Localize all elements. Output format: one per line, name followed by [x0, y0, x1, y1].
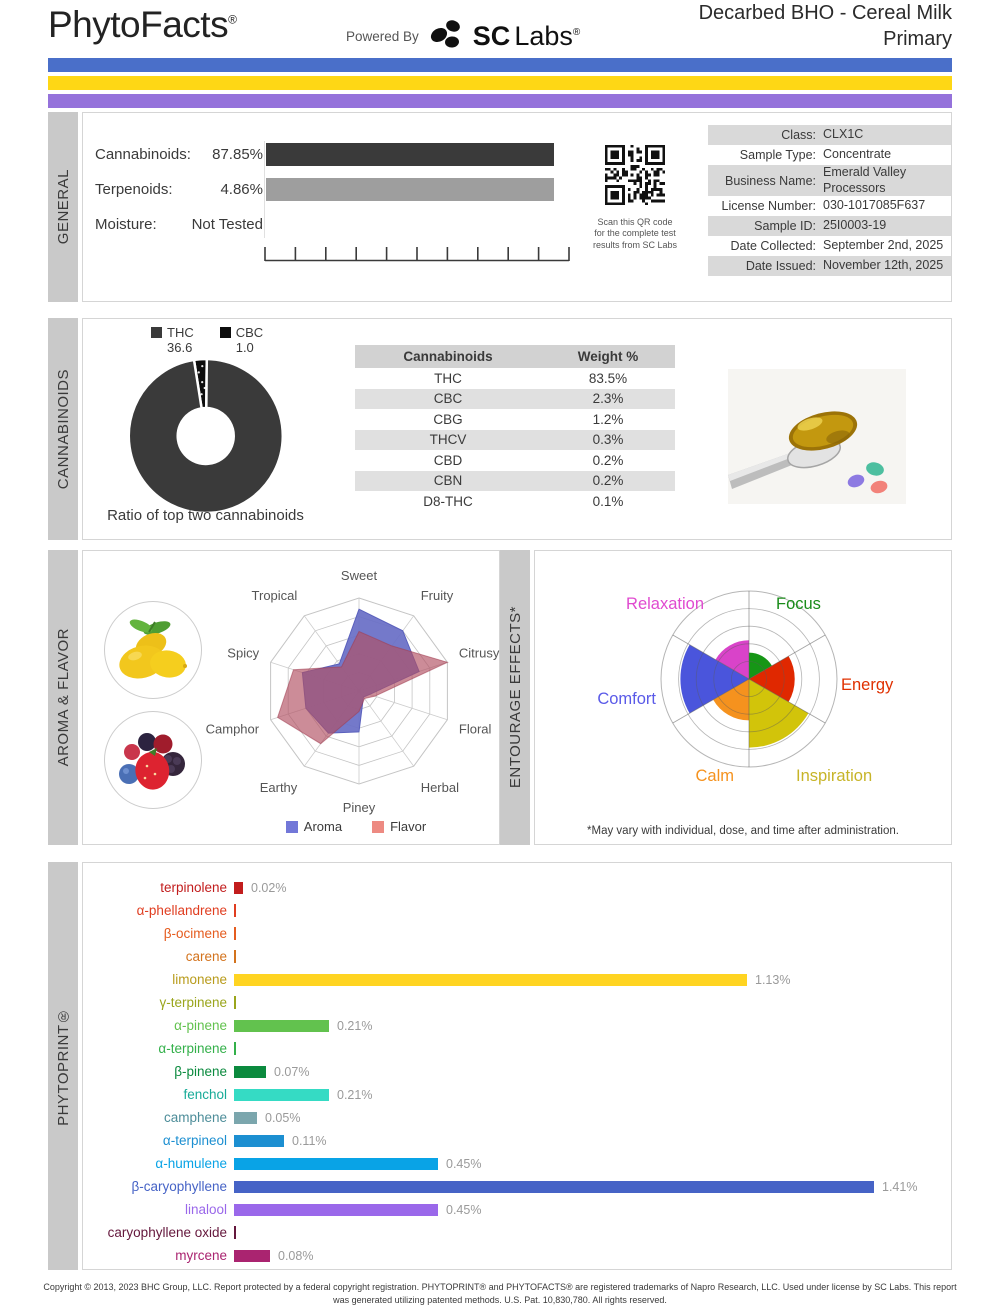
- table-cell: 83.5%: [588, 370, 628, 386]
- info-row: [708, 196, 951, 216]
- donut-caption: Ratio of top two cannabinoids: [107, 507, 304, 524]
- section-cannabinoids: [48, 318, 952, 540]
- legend-swatch: [220, 327, 231, 338]
- terpene-row: [87, 1129, 951, 1152]
- terpene-bar: [234, 882, 243, 894]
- terpene-bar: [234, 1204, 438, 1216]
- terpene-row: [87, 1221, 951, 1244]
- footer-line2: was generated utilizing patented methods. U.S. Pat. 10,830,780. All rights reserved.: [333, 1295, 667, 1306]
- legend-name: THC: [167, 325, 194, 340]
- radar-axis-label: Fruity: [420, 588, 454, 604]
- table-cell: CBG: [433, 411, 463, 427]
- entourage-label: Energy: [841, 676, 894, 694]
- terpene-value: 0.21%: [337, 1018, 373, 1033]
- sclabs-ovals-icon: [428, 16, 464, 57]
- legend-item: [372, 819, 426, 834]
- terpene-value: 0.08%: [278, 1248, 314, 1263]
- terpene-row: [87, 1244, 951, 1267]
- radar-axis-label: Floral: [458, 721, 492, 737]
- table-row: [355, 450, 675, 471]
- tab-entourage-effects-label: ENTOURAGE EFFECTS*: [506, 606, 524, 789]
- terpene-label: myrcene: [175, 1248, 227, 1263]
- bar-baseline: [264, 141, 265, 238]
- header-color-bar: [48, 76, 952, 90]
- sample-title-line2: Primary: [883, 28, 952, 50]
- table-cell: 2.3%: [592, 391, 624, 407]
- terpene-label: α-phellandrene: [136, 903, 227, 918]
- tab-aroma-flavor-label: AROMA & FLAVOR: [54, 628, 72, 767]
- aroma-flavor-radar-chart: [83, 551, 501, 849]
- tab-general-label: GENERAL: [54, 169, 72, 245]
- legend-name: Flavor: [390, 819, 427, 834]
- terpene-label: α-terpineol: [162, 1133, 227, 1148]
- radar-axis-label: Sweet: [340, 568, 378, 583]
- measure-bar: [266, 178, 554, 201]
- measure-row: [95, 207, 263, 242]
- footer-line1: Copyright © 2013, 2023 BHC Group, LLC. Report protected by a federal copyright registration. PHYTOPRINT® and PHYTOFACTS® are registered trademarks of Napro Research, LLC. Used under license by SC Labs. This report: [43, 1282, 957, 1292]
- info-row: [708, 256, 951, 276]
- terpene-bar: [234, 996, 236, 1009]
- terpene-row: [87, 1060, 951, 1083]
- terpene-bar-chart: [83, 863, 951, 1267]
- table-cell: CBD: [433, 452, 463, 468]
- table-cell: CBN: [433, 473, 463, 489]
- table-row: [355, 409, 675, 430]
- info-label: Class:: [781, 128, 816, 142]
- registered-mark: ®: [572, 27, 581, 38]
- radar-axis-label: Spicy: [227, 645, 260, 661]
- terpene-bar: [234, 1089, 329, 1101]
- phytoprint-content: [82, 862, 952, 1270]
- table-cell: THCV: [429, 432, 467, 448]
- table-cell: 1.2%: [592, 411, 624, 427]
- terpene-label: linalool: [184, 1202, 227, 1217]
- terpene-row: [87, 1106, 951, 1129]
- info-value: 030-1017085F637: [823, 198, 926, 213]
- terpene-bar: [234, 1066, 266, 1078]
- aroma-flavor-content: [82, 550, 500, 845]
- radar-axis-label: Piney: [342, 800, 376, 815]
- info-row: [708, 216, 951, 236]
- terpene-row: [87, 991, 951, 1014]
- sclabs-light-text: Labs: [514, 21, 573, 51]
- terpene-label: β-caryophyllene: [131, 1179, 227, 1194]
- measure-row: [95, 137, 263, 172]
- measure-label: Cannabinoids:: [95, 146, 191, 163]
- section-phytoprint: [48, 862, 952, 1270]
- terpene-bar: [234, 1181, 874, 1193]
- terpene-row: [87, 1037, 951, 1060]
- terpene-row: [87, 1198, 951, 1221]
- logo-text: PhytoFacts: [48, 4, 229, 45]
- legend-name: CBC: [235, 325, 264, 340]
- info-value: Concentrate: [823, 147, 892, 162]
- table-cell: 0.2%: [592, 452, 624, 468]
- radar-axis-label: Herbal: [420, 779, 459, 795]
- terpene-label: camphene: [163, 1110, 227, 1125]
- terpene-value: 0.45%: [446, 1156, 482, 1171]
- sclabs-bold-text: SC: [472, 21, 511, 51]
- terpene-value: 0.21%: [337, 1087, 373, 1102]
- entourage-content: [534, 550, 952, 845]
- entourage-label: Calm: [695, 767, 734, 785]
- info-label: Business Name:: [724, 173, 816, 188]
- terpene-value: 1.13%: [755, 972, 791, 987]
- terpene-label: terpinolene: [160, 880, 227, 895]
- terpene-label: limonene: [172, 972, 227, 987]
- terpene-label: fenchol: [183, 1087, 227, 1102]
- table-cell: 0.1%: [592, 493, 624, 509]
- legend-swatch: [372, 821, 384, 833]
- table-body: [355, 368, 675, 512]
- qr-code: [599, 139, 671, 211]
- measure-label: Terpenoids:: [95, 181, 173, 198]
- terpene-row: [87, 945, 951, 968]
- cannabinoids-table: [355, 345, 675, 512]
- entourage-label: Comfort: [597, 690, 656, 708]
- powered-by-block: [346, 16, 580, 57]
- terpene-value: 1.41%: [882, 1179, 918, 1194]
- sample-info-table: [708, 125, 951, 276]
- tab-general: [48, 112, 78, 302]
- terpene-label: α-pinene: [174, 1018, 227, 1033]
- table-row: [355, 491, 675, 512]
- table-cell: 0.2%: [592, 473, 624, 489]
- legend-value: 36.6: [167, 340, 193, 355]
- info-value: CLX1C: [823, 127, 864, 142]
- sample-title-line1: Decarbed BHO - Cereal Milk: [698, 2, 952, 24]
- info-label: Sample ID:: [754, 219, 816, 234]
- terpene-bar: [234, 950, 236, 963]
- table-header-cell: Cannabinoids: [403, 349, 493, 364]
- legend-item: [286, 819, 342, 834]
- info-label: Date Issued:: [745, 259, 816, 274]
- phytofacts-logo: [48, 4, 236, 46]
- section-entourage-effects: [500, 550, 952, 845]
- section-general: [48, 112, 952, 302]
- terpene-value: 0.05%: [265, 1110, 301, 1125]
- entourage-label: Focus: [776, 595, 821, 613]
- table-row: [355, 471, 675, 492]
- concentrate-photo: [728, 369, 906, 504]
- info-label: License Number:: [721, 199, 816, 214]
- measure-value: Not Tested: [191, 216, 263, 233]
- radar-axis-label: Camphor: [205, 721, 260, 737]
- terpene-bar: [234, 1020, 329, 1032]
- terpene-label: carene: [185, 949, 227, 964]
- info-row: [708, 165, 951, 196]
- info-value: 25I0003-19: [823, 218, 887, 233]
- entourage-footnote: *May vary with individual, dose, and time after administration.: [587, 825, 899, 837]
- table-cell: 0.3%: [592, 432, 624, 448]
- terpene-bar: [234, 1158, 438, 1170]
- section-aroma-flavor: [48, 550, 500, 845]
- terpene-row: [87, 1152, 951, 1175]
- terpene-value: 0.11%: [292, 1133, 327, 1148]
- powered-by-label: Powered By: [346, 29, 419, 44]
- table-cell: THC: [434, 370, 462, 386]
- legend-value: 1.0: [235, 340, 254, 355]
- tab-phytoprint: [48, 862, 78, 1270]
- table-header-row: [355, 345, 675, 368]
- cannabinoids-content: [82, 318, 952, 540]
- entourage-label: Relaxation: [626, 595, 704, 613]
- terpene-label: caryophyllene oxide: [107, 1225, 227, 1240]
- terpene-label: α-humulene: [155, 1156, 227, 1171]
- general-measures: [95, 137, 263, 242]
- terpene-row: [87, 1083, 951, 1106]
- legend-name: Aroma: [303, 819, 343, 834]
- terpene-bar: [234, 1042, 236, 1055]
- cannabinoid-donut-chart: [126, 356, 286, 516]
- info-row: [708, 125, 951, 145]
- tab-phytoprint-label: PHYTOPRINT®: [54, 1006, 72, 1126]
- tab-cannabinoids: [48, 318, 78, 540]
- info-label: Sample Type:: [739, 148, 816, 162]
- registered-mark: ®: [228, 12, 237, 27]
- info-row: [708, 236, 951, 256]
- measure-value: 4.86%: [220, 181, 263, 198]
- terpene-label: γ-terpinene: [159, 995, 227, 1010]
- header-color-bars: [48, 58, 952, 108]
- info-value: Emerald Valley Processors: [823, 165, 907, 195]
- donut-legend-item: [220, 325, 263, 355]
- terpene-value: 0.07%: [274, 1064, 310, 1079]
- entourage-label: Inspiration: [796, 767, 873, 785]
- terpene-bar: [234, 904, 236, 917]
- terpene-bar: [234, 1112, 257, 1124]
- radar-axis-label: Earthy: [259, 779, 298, 795]
- terpene-row: [87, 899, 951, 922]
- terpene-row: [87, 876, 951, 899]
- terpene-value: 0.02%: [251, 880, 287, 895]
- general-bars: [266, 143, 554, 213]
- table-cell: D8-THC: [423, 493, 473, 509]
- info-value: November 12th, 2025: [823, 258, 944, 273]
- general-content: [82, 112, 952, 302]
- terpene-label: β-ocimene: [163, 926, 227, 941]
- table-cell: CBC: [433, 391, 463, 407]
- table-row: [355, 368, 675, 389]
- terpene-bar: [234, 927, 236, 940]
- radar-axis-label: Citrusy: [458, 645, 500, 661]
- header-color-bar: [48, 94, 952, 108]
- terpene-label: α-terpinene: [158, 1041, 227, 1056]
- tab-entourage-effects: [500, 550, 530, 845]
- terpene-row: [87, 922, 951, 945]
- table-row: [355, 389, 675, 410]
- terpene-bar: [234, 1135, 284, 1147]
- terpene-value: 0.45%: [446, 1202, 482, 1217]
- measure-bar: [266, 143, 554, 166]
- aroma-flavor-legend: [213, 819, 499, 834]
- tab-aroma-flavor: [48, 550, 78, 845]
- measure-label: Moisture:: [95, 216, 157, 233]
- header-color-bar: [48, 58, 952, 72]
- legend-swatch: [151, 327, 162, 338]
- info-value: September 2nd, 2025: [823, 238, 944, 253]
- copyright-footer: [0, 1281, 1000, 1307]
- qr-caption: Scan this QR code for the complete test results from SC Labs: [592, 217, 678, 250]
- terpene-bar: [234, 974, 747, 986]
- terpene-row: [87, 968, 951, 991]
- sclabs-wordmark: [473, 21, 580, 52]
- terpene-bar: [234, 1250, 270, 1262]
- terpene-bar: [234, 1226, 236, 1239]
- donut-legend-item: [151, 325, 194, 355]
- legend-swatch: [286, 821, 298, 833]
- sample-title: [699, 0, 952, 52]
- info-label: Date Collected:: [730, 239, 816, 254]
- terpene-row: [87, 1014, 951, 1037]
- info-row: [708, 145, 951, 165]
- terpene-row: [87, 1175, 951, 1198]
- tab-cannabinoids-label: CANNABINOIDS: [54, 368, 72, 490]
- measure-value: 87.85%: [212, 146, 263, 163]
- table-row: [355, 430, 675, 451]
- entourage-polar-chart: [535, 551, 953, 849]
- donut-legend: [151, 325, 263, 355]
- percentage-ruler: [264, 244, 570, 267]
- table-header-cell: Weight %: [577, 349, 639, 364]
- radar-axis-label: Tropical: [251, 588, 298, 604]
- terpene-label: β-pinene: [174, 1064, 227, 1079]
- measure-row: [95, 172, 263, 207]
